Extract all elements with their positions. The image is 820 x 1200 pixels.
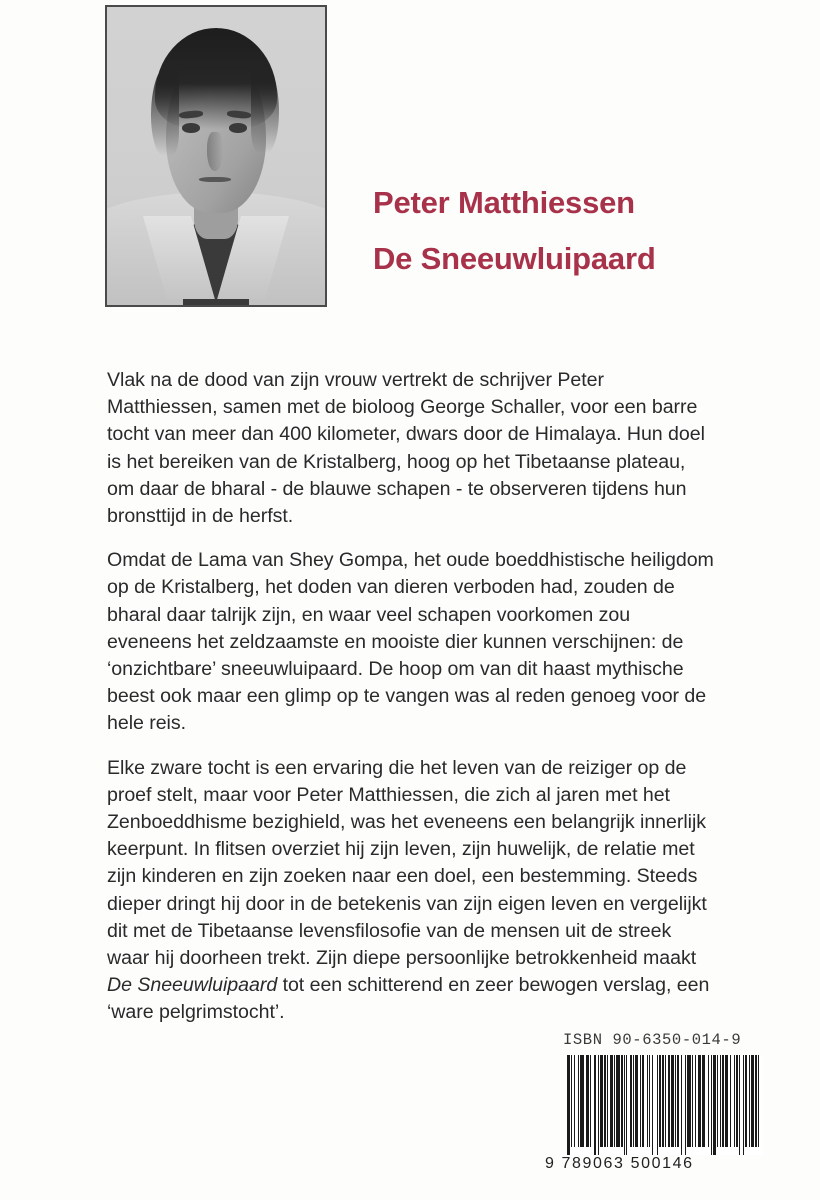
blurb-paragraph-3-part1: Elke zware tocht is een ervaring die het leven van de reiziger op de proef stelt, maar voor Peter Matthiessen, die zich al jaren met het Zenboeddhisme bezighield, was het eveneens een belangrijk innerlijk keerpunt. In flitsen overziet hij zijn leven, zijn huwelijk, de relatie met zijn kinderen en zijn zoeken naar een doel, een bestemming. Steeds dieper dringt hij door in de betekenis van zijn eigen leven en vergelijkt dit met de Tibetaanse levensfilosofie van de mensen uit de streek waar hij doorheen trekt. Zijn diepe persoonlijke betrokkenheid maakt xyxy=(107,756,707,970)
author-photo xyxy=(105,5,327,307)
blurb-paragraph-2: Omdat de Lama van Shey Gompa, het oude boeddhistische heiligdom op de Kristalberg, het doden van dieren verboden had, zouden de bharal daar talrijk zijn, en waar veel schapen voorkomen zou eveneens het zeldzaamste en mooiste dier kunnen verschijnen: de ‘onzichtbare’ sneeuwluipaard. De hoop om van dit haast mythische beest ook maar een glimp op te vangen was al reden genoeg voor de hele reis. xyxy=(107,549,714,735)
photo-nose xyxy=(207,132,222,171)
blurb-text xyxy=(107,367,715,1027)
author-name: Peter Matthiessen xyxy=(373,185,635,220)
barcode-digits: 9 789063 500146 xyxy=(545,1155,694,1172)
isbn-label: ISBN 90-6350-014-9 xyxy=(563,1031,742,1049)
blurb-paragraph-3-part2: tot een schitterend en zeer bewogen verslag, een ‘ware pelgrimstocht’. xyxy=(107,974,710,1024)
isbn-barcode xyxy=(567,1055,763,1155)
blurb-title-mention: De Sneeuwluipaard xyxy=(107,974,278,997)
photo-hair-left xyxy=(151,67,179,156)
title-block xyxy=(373,175,773,287)
author-photo-image xyxy=(107,7,325,305)
book-title: De Sneeuwluipaard xyxy=(373,241,656,276)
blurb-paragraph-1: Vlak na de dood van zijn vrouw vertrekt de schrijver Peter Matthiessen, samen met de bioloog George Schaller, voor een barre tocht van meer dan 400 kilometer, dwars door de Himalaya. Hun doel is het bereiken van de Kristalberg, hoog op het Tibetaanse plateau, om daar de bharal - de blauwe schapen - te observeren tijdens hun bronsttijd in de herfst. xyxy=(107,369,705,528)
photo-mouth xyxy=(199,177,232,182)
blurb-paragraph-3 xyxy=(107,755,715,1027)
photo-eye-left xyxy=(182,123,199,133)
photo-hair-right xyxy=(251,64,279,153)
photo-eye-right xyxy=(229,123,246,133)
